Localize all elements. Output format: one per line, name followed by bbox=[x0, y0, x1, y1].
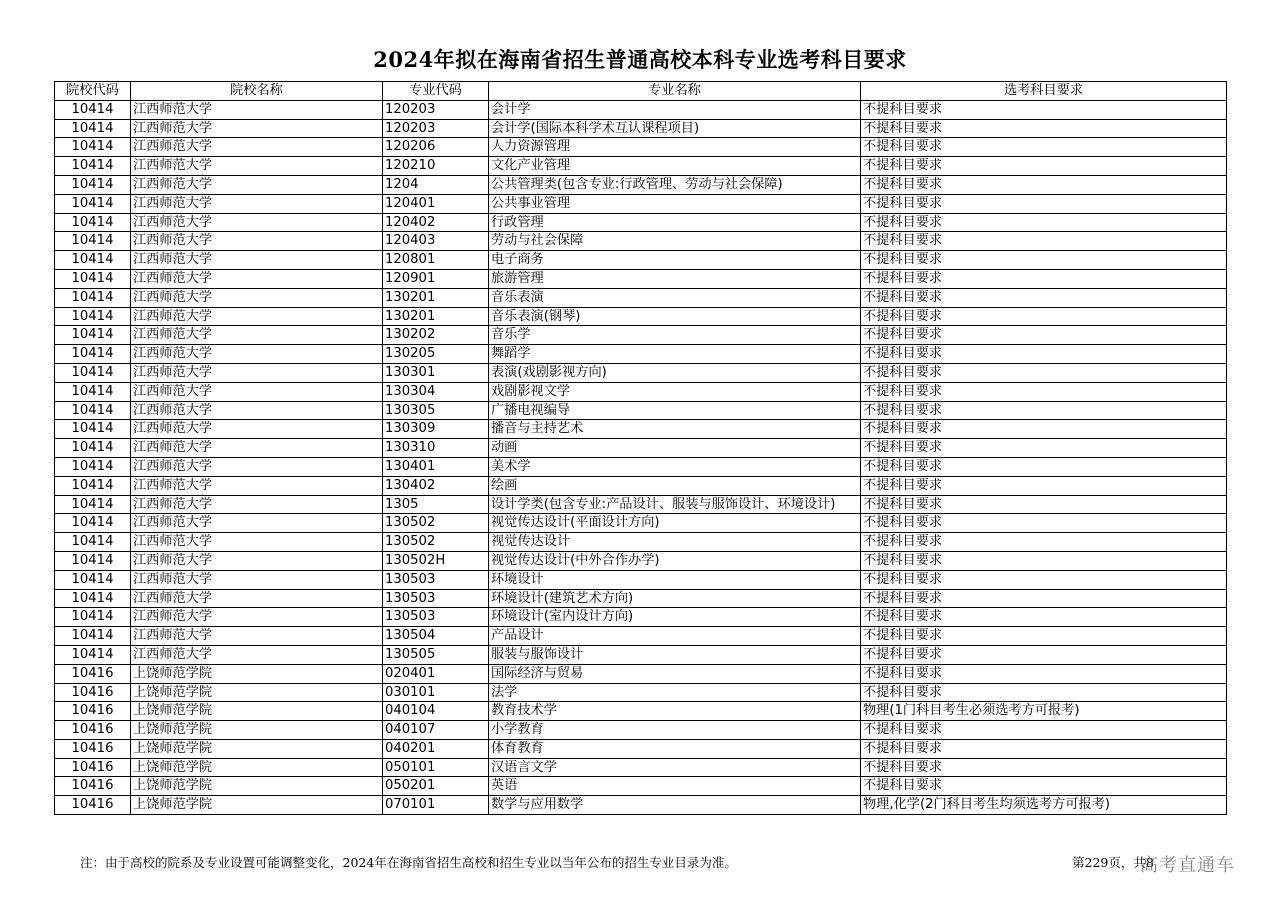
major-code-cell: 130504 bbox=[383, 627, 489, 646]
school-name-cell: 江西师范大学 bbox=[131, 213, 383, 232]
major-name-cell: 音乐学 bbox=[489, 326, 861, 345]
major-name-cell: 音乐表演(钢琴) bbox=[489, 307, 861, 326]
major-code-cell: 120206 bbox=[383, 138, 489, 157]
table-row bbox=[55, 721, 1227, 740]
subject-requirement-cell: 不提科目要求 bbox=[861, 758, 1227, 777]
subject-requirement-cell: 不提科目要求 bbox=[861, 551, 1227, 570]
major-code-cell: 120801 bbox=[383, 251, 489, 270]
school-name-cell: 上饶师范学院 bbox=[131, 777, 383, 796]
table-row bbox=[55, 119, 1227, 138]
school-code-cell: 10414 bbox=[55, 382, 131, 401]
table-row bbox=[55, 551, 1227, 570]
major-name-cell: 数学与应用数学 bbox=[489, 796, 861, 815]
school-name-cell: 江西师范大学 bbox=[131, 251, 383, 270]
table-row bbox=[55, 401, 1227, 420]
school-code-cell: 10414 bbox=[55, 476, 131, 495]
subject-requirement-cell: 不提科目要求 bbox=[861, 721, 1227, 740]
subject-requirement-cell: 不提科目要求 bbox=[861, 777, 1227, 796]
table-row bbox=[55, 363, 1227, 382]
major-name-cell: 体育教育 bbox=[489, 739, 861, 758]
major-code-cell: 050201 bbox=[383, 777, 489, 796]
subject-requirement-cell: 不提科目要求 bbox=[861, 514, 1227, 533]
table-row bbox=[55, 796, 1227, 815]
table-row bbox=[55, 457, 1227, 476]
major-name-cell: 环境设计(室内设计方向) bbox=[489, 608, 861, 627]
school-code-cell: 10414 bbox=[55, 119, 131, 138]
table-body bbox=[55, 100, 1227, 814]
subject-requirement-cell: 物理(1门科目考生必须选考方可报考) bbox=[861, 702, 1227, 721]
major-code-cell: 120210 bbox=[383, 157, 489, 176]
major-code-cell: 130503 bbox=[383, 570, 489, 589]
subject-requirement-cell: 不提科目要求 bbox=[861, 683, 1227, 702]
major-code-cell: 040201 bbox=[383, 739, 489, 758]
major-code-cell: 120203 bbox=[383, 100, 489, 119]
school-code-cell: 10416 bbox=[55, 683, 131, 702]
school-code-cell: 10414 bbox=[55, 326, 131, 345]
subject-requirement-cell: 不提科目要求 bbox=[861, 570, 1227, 589]
major-name-cell: 英语 bbox=[489, 777, 861, 796]
major-name-cell: 美术学 bbox=[489, 457, 861, 476]
watermark-text: 高考直通车 bbox=[1140, 855, 1235, 876]
page-number: 第229页，共8 bbox=[1072, 855, 1154, 870]
table-row bbox=[55, 514, 1227, 533]
major-code-cell: 120403 bbox=[383, 232, 489, 251]
school-name-cell: 江西师范大学 bbox=[131, 269, 383, 288]
table-row bbox=[55, 589, 1227, 608]
major-name-cell: 广播电视编导 bbox=[489, 401, 861, 420]
major-code-cell: 130502H bbox=[383, 551, 489, 570]
major-name-cell: 会计学(国际本科学术互认课程项目) bbox=[489, 119, 861, 138]
school-code-cell: 10414 bbox=[55, 495, 131, 514]
table-row bbox=[55, 194, 1227, 213]
school-code-cell: 10414 bbox=[55, 551, 131, 570]
major-code-cell: 130304 bbox=[383, 382, 489, 401]
major-code-cell: 1204 bbox=[383, 175, 489, 194]
school-name-cell: 上饶师范学院 bbox=[131, 758, 383, 777]
footer-note: 注：由于高校的院系及专业设置可能调整变化，2024年在海南省招生高校和招生专业以当年公布的招生专业目录为准。 bbox=[80, 855, 737, 870]
table-row bbox=[55, 307, 1227, 326]
subject-requirement-cell: 不提科目要求 bbox=[861, 138, 1227, 157]
major-name-cell: 产品设计 bbox=[489, 627, 861, 646]
subject-requirement-cell: 不提科目要求 bbox=[861, 645, 1227, 664]
subject-requirement-cell: 不提科目要求 bbox=[861, 251, 1227, 270]
table-row bbox=[55, 570, 1227, 589]
table-row bbox=[55, 420, 1227, 439]
school-name-cell: 江西师范大学 bbox=[131, 100, 383, 119]
table-row bbox=[55, 175, 1227, 194]
school-code-cell: 10414 bbox=[55, 269, 131, 288]
school-code-cell: 10414 bbox=[55, 457, 131, 476]
subject-requirement-cell: 不提科目要求 bbox=[861, 100, 1227, 119]
table-row bbox=[55, 213, 1227, 232]
subject-requirement-cell: 不提科目要求 bbox=[861, 269, 1227, 288]
major-code-cell: 120402 bbox=[383, 213, 489, 232]
school-code-cell: 10416 bbox=[55, 739, 131, 758]
school-code-cell: 10414 bbox=[55, 175, 131, 194]
table-row bbox=[55, 777, 1227, 796]
table-row bbox=[55, 476, 1227, 495]
subject-requirement-cell: 不提科目要求 bbox=[861, 157, 1227, 176]
major-code-cell: 130402 bbox=[383, 476, 489, 495]
major-name-cell: 设计学类(包含专业:产品设计、服装与服饰设计、环境设计) bbox=[489, 495, 861, 514]
major-name-cell: 教育技术学 bbox=[489, 702, 861, 721]
school-name-cell: 江西师范大学 bbox=[131, 382, 383, 401]
table-row bbox=[55, 758, 1227, 777]
school-name-cell: 江西师范大学 bbox=[131, 157, 383, 176]
subject-requirement-cell: 不提科目要求 bbox=[861, 457, 1227, 476]
subject-requirement-cell: 不提科目要求 bbox=[861, 175, 1227, 194]
school-name-cell: 江西师范大学 bbox=[131, 570, 383, 589]
major-code-cell: 130502 bbox=[383, 514, 489, 533]
school-code-cell: 10416 bbox=[55, 777, 131, 796]
school-name-cell: 上饶师范学院 bbox=[131, 796, 383, 815]
major-name-cell: 法学 bbox=[489, 683, 861, 702]
major-name-cell: 戏剧影视文学 bbox=[489, 382, 861, 401]
major-name-cell: 动画 bbox=[489, 439, 861, 458]
major-code-cell: 130502 bbox=[383, 533, 489, 552]
major-code-cell: 050101 bbox=[383, 758, 489, 777]
school-name-cell: 江西师范大学 bbox=[131, 232, 383, 251]
header-major-name: 专业名称 bbox=[489, 82, 861, 101]
major-code-cell: 120401 bbox=[383, 194, 489, 213]
subject-requirement-cell: 不提科目要求 bbox=[861, 401, 1227, 420]
table-row bbox=[55, 608, 1227, 627]
school-name-cell: 江西师范大学 bbox=[131, 439, 383, 458]
subject-requirement-cell: 不提科目要求 bbox=[861, 533, 1227, 552]
school-code-cell: 10414 bbox=[55, 420, 131, 439]
school-name-cell: 江西师范大学 bbox=[131, 420, 383, 439]
table-row bbox=[55, 645, 1227, 664]
table-row bbox=[55, 251, 1227, 270]
major-name-cell: 会计学 bbox=[489, 100, 861, 119]
school-name-cell: 江西师范大学 bbox=[131, 589, 383, 608]
major-code-cell: 130505 bbox=[383, 645, 489, 664]
school-name-cell: 江西师范大学 bbox=[131, 175, 383, 194]
major-name-cell: 播音与主持艺术 bbox=[489, 420, 861, 439]
school-code-cell: 10414 bbox=[55, 232, 131, 251]
school-name-cell: 江西师范大学 bbox=[131, 119, 383, 138]
major-code-cell: 070101 bbox=[383, 796, 489, 815]
major-code-cell: 130305 bbox=[383, 401, 489, 420]
major-name-cell: 服装与服饰设计 bbox=[489, 645, 861, 664]
major-name-cell: 国际经济与贸易 bbox=[489, 664, 861, 683]
school-name-cell: 上饶师范学院 bbox=[131, 721, 383, 740]
major-name-cell: 绘画 bbox=[489, 476, 861, 495]
subject-requirement-cell: 不提科目要求 bbox=[861, 213, 1227, 232]
school-name-cell: 上饶师范学院 bbox=[131, 683, 383, 702]
school-code-cell: 10416 bbox=[55, 796, 131, 815]
school-name-cell: 江西师范大学 bbox=[131, 345, 383, 364]
subject-requirement-cell: 不提科目要求 bbox=[861, 119, 1227, 138]
subject-requirement-cell: 不提科目要求 bbox=[861, 363, 1227, 382]
major-code-cell: 130301 bbox=[383, 363, 489, 382]
school-name-cell: 江西师范大学 bbox=[131, 194, 383, 213]
major-code-cell: 040104 bbox=[383, 702, 489, 721]
school-code-cell: 10416 bbox=[55, 702, 131, 721]
school-code-cell: 10414 bbox=[55, 645, 131, 664]
school-name-cell: 江西师范大学 bbox=[131, 457, 383, 476]
school-name-cell: 上饶师范学院 bbox=[131, 702, 383, 721]
table-row bbox=[55, 345, 1227, 364]
school-code-cell: 10414 bbox=[55, 345, 131, 364]
subject-requirement-cell: 不提科目要求 bbox=[861, 589, 1227, 608]
major-code-cell: 130503 bbox=[383, 589, 489, 608]
table-row bbox=[55, 702, 1227, 721]
subject-requirement-cell: 不提科目要求 bbox=[861, 194, 1227, 213]
school-code-cell: 10414 bbox=[55, 157, 131, 176]
requirements-table-container bbox=[54, 81, 1226, 815]
major-name-cell: 视觉传达设计 bbox=[489, 533, 861, 552]
table-row bbox=[55, 232, 1227, 251]
major-name-cell: 公共事业管理 bbox=[489, 194, 861, 213]
school-code-cell: 10414 bbox=[55, 213, 131, 232]
table-row bbox=[55, 683, 1227, 702]
major-code-cell: 130310 bbox=[383, 439, 489, 458]
school-name-cell: 江西师范大学 bbox=[131, 288, 383, 307]
school-name-cell: 江西师范大学 bbox=[131, 551, 383, 570]
school-code-cell: 10414 bbox=[55, 608, 131, 627]
major-name-cell: 人力资源管理 bbox=[489, 138, 861, 157]
table-row bbox=[55, 382, 1227, 401]
school-code-cell: 10414 bbox=[55, 439, 131, 458]
major-name-cell: 环境设计(建筑艺术方向) bbox=[489, 589, 861, 608]
major-code-cell: 130202 bbox=[383, 326, 489, 345]
major-name-cell: 小学教育 bbox=[489, 721, 861, 740]
major-code-cell: 130205 bbox=[383, 345, 489, 364]
major-name-cell: 公共管理类(包含专业:行政管理、劳动与社会保障) bbox=[489, 175, 861, 194]
school-name-cell: 江西师范大学 bbox=[131, 476, 383, 495]
subject-requirement-cell: 物理,化学(2门科目考生均须选考方可报考) bbox=[861, 796, 1227, 815]
school-name-cell: 上饶师范学院 bbox=[131, 664, 383, 683]
school-code-cell: 10414 bbox=[55, 570, 131, 589]
school-code-cell: 10414 bbox=[55, 251, 131, 270]
major-name-cell: 行政管理 bbox=[489, 213, 861, 232]
header-school-code: 院校代码 bbox=[55, 82, 131, 101]
header-major-code: 专业代码 bbox=[383, 82, 489, 101]
school-code-cell: 10414 bbox=[55, 363, 131, 382]
major-code-cell: 130503 bbox=[383, 608, 489, 627]
school-code-cell: 10414 bbox=[55, 100, 131, 119]
major-name-cell: 视觉传达设计(中外合作办学) bbox=[489, 551, 861, 570]
school-name-cell: 江西师范大学 bbox=[131, 307, 383, 326]
major-name-cell: 劳动与社会保障 bbox=[489, 232, 861, 251]
school-name-cell: 江西师范大学 bbox=[131, 326, 383, 345]
major-name-cell: 环境设计 bbox=[489, 570, 861, 589]
major-name-cell: 表演(戏剧影视方向) bbox=[489, 363, 861, 382]
major-name-cell: 旅游管理 bbox=[489, 269, 861, 288]
table-row bbox=[55, 533, 1227, 552]
school-code-cell: 10416 bbox=[55, 758, 131, 777]
subject-requirement-cell: 不提科目要求 bbox=[861, 476, 1227, 495]
school-name-cell: 江西师范大学 bbox=[131, 608, 383, 627]
major-code-cell: 130401 bbox=[383, 457, 489, 476]
subject-requirement-cell: 不提科目要求 bbox=[861, 739, 1227, 758]
school-code-cell: 10414 bbox=[55, 194, 131, 213]
school-code-cell: 10414 bbox=[55, 589, 131, 608]
major-name-cell: 音乐表演 bbox=[489, 288, 861, 307]
school-name-cell: 上饶师范学院 bbox=[131, 739, 383, 758]
table-row bbox=[55, 269, 1227, 288]
subject-requirement-cell: 不提科目要求 bbox=[861, 382, 1227, 401]
table-header-row bbox=[55, 82, 1227, 101]
table-row bbox=[55, 664, 1227, 683]
header-school-name: 院校名称 bbox=[131, 82, 383, 101]
school-name-cell: 江西师范大学 bbox=[131, 627, 383, 646]
major-name-cell: 舞蹈学 bbox=[489, 345, 861, 364]
major-name-cell: 文化产业管理 bbox=[489, 157, 861, 176]
requirements-table bbox=[54, 81, 1227, 815]
school-code-cell: 10414 bbox=[55, 627, 131, 646]
subject-requirement-cell: 不提科目要求 bbox=[861, 345, 1227, 364]
school-code-cell: 10414 bbox=[55, 307, 131, 326]
school-name-cell: 江西师范大学 bbox=[131, 495, 383, 514]
school-code-cell: 10414 bbox=[55, 401, 131, 420]
page-title: 2024年拟在海南省招生普通高校本科专业选考科目要求 bbox=[373, 47, 907, 72]
school-name-cell: 江西师范大学 bbox=[131, 645, 383, 664]
major-code-cell: 120901 bbox=[383, 269, 489, 288]
school-code-cell: 10414 bbox=[55, 288, 131, 307]
subject-requirement-cell: 不提科目要求 bbox=[861, 608, 1227, 627]
school-code-cell: 10416 bbox=[55, 721, 131, 740]
table-row bbox=[55, 739, 1227, 758]
school-name-cell: 江西师范大学 bbox=[131, 138, 383, 157]
school-name-cell: 江西师范大学 bbox=[131, 533, 383, 552]
major-code-cell: 130201 bbox=[383, 307, 489, 326]
school-code-cell: 10414 bbox=[55, 533, 131, 552]
major-code-cell: 040107 bbox=[383, 721, 489, 740]
school-code-cell: 10414 bbox=[55, 514, 131, 533]
header-subject-requirement: 选考科目要求 bbox=[861, 82, 1227, 101]
school-code-cell: 10414 bbox=[55, 138, 131, 157]
table-row bbox=[55, 138, 1227, 157]
school-name-cell: 江西师范大学 bbox=[131, 514, 383, 533]
major-code-cell: 1305 bbox=[383, 495, 489, 514]
major-code-cell: 130201 bbox=[383, 288, 489, 307]
subject-requirement-cell: 不提科目要求 bbox=[861, 288, 1227, 307]
table-row bbox=[55, 439, 1227, 458]
major-name-cell: 汉语言文学 bbox=[489, 758, 861, 777]
table-row bbox=[55, 495, 1227, 514]
subject-requirement-cell: 不提科目要求 bbox=[861, 307, 1227, 326]
major-code-cell: 120203 bbox=[383, 119, 489, 138]
major-code-cell: 130309 bbox=[383, 420, 489, 439]
subject-requirement-cell: 不提科目要求 bbox=[861, 326, 1227, 345]
table-row bbox=[55, 627, 1227, 646]
table-row bbox=[55, 288, 1227, 307]
subject-requirement-cell: 不提科目要求 bbox=[861, 664, 1227, 683]
subject-requirement-cell: 不提科目要求 bbox=[861, 232, 1227, 251]
subject-requirement-cell: 不提科目要求 bbox=[861, 439, 1227, 458]
table-row bbox=[55, 157, 1227, 176]
table-row bbox=[55, 100, 1227, 119]
school-name-cell: 江西师范大学 bbox=[131, 401, 383, 420]
subject-requirement-cell: 不提科目要求 bbox=[861, 495, 1227, 514]
school-name-cell: 江西师范大学 bbox=[131, 363, 383, 382]
school-code-cell: 10416 bbox=[55, 664, 131, 683]
major-code-cell: 030101 bbox=[383, 683, 489, 702]
major-name-cell: 视觉传达设计(平面设计方向) bbox=[489, 514, 861, 533]
subject-requirement-cell: 不提科目要求 bbox=[861, 627, 1227, 646]
major-name-cell: 电子商务 bbox=[489, 251, 861, 270]
major-code-cell: 020401 bbox=[383, 664, 489, 683]
subject-requirement-cell: 不提科目要求 bbox=[861, 420, 1227, 439]
table-row bbox=[55, 326, 1227, 345]
